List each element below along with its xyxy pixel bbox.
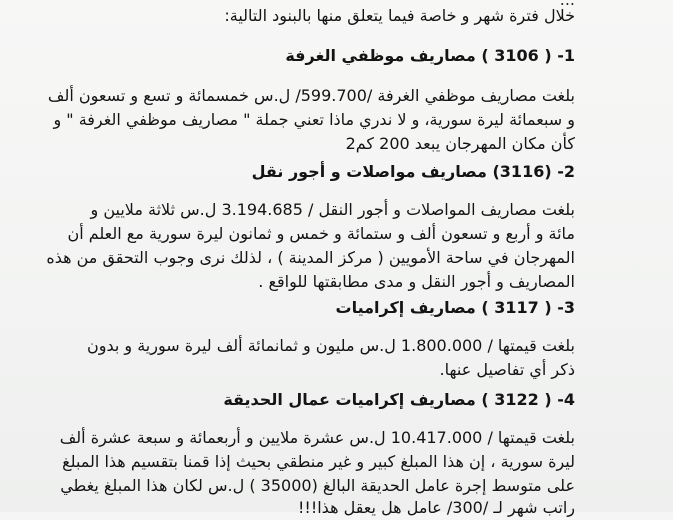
section-1-line-1: بلغت مصاريف موظفي الغرفة /599.700/ ل.س خمسمائة و تسع و تسعون ألف	[47, 86, 575, 105]
section-3-heading: 3- ( 3117 ) مصاريف إكراميات	[335, 298, 575, 317]
section-3-line-1: بلغت قيمتها / 1.800.000 ل.س مليون و ثمانمائة ألف ليرة سورية و بدون	[87, 336, 575, 355]
section-4-heading: 4- ( 3122 ) مصاريف إكراميات عمال الحديقة	[223, 390, 575, 409]
section-4-line-2: ليرة سورية ، إن هذا المبلغ كبير و غير منطقي بحيث إذا قمنا بتقسيم هذا المبلغ	[62, 452, 575, 471]
section-2-line-3: المهرجان في ساحة الأمويين ( مركز المدينة ) ، لذلك نرى وجوب التحقق من هذه	[46, 248, 575, 267]
section-4-line-4: راتب شهر لـ /300/ عامل هل يعقل هذا!!!	[297, 498, 575, 517]
section-4-line-3: على متوسط إجرة عامل الحديقة البالغ (35000 ) ل.س لكان هذا المبلغ يغطي	[60, 476, 575, 495]
section-1-heading: 1- ( 3106 ) مصاريف موظفي الغرفة	[285, 46, 575, 65]
section-2-line-2: مائة و أربع و تسعون ألف و ستمائة و خمس و ثمانون ليرة سورية مع العلم أن	[67, 224, 575, 243]
section-1-line-3: كأن مكان المهرجان يبعد 200 كم2	[345, 134, 575, 153]
section-2-line-4: المصاريف و أجور النقل و مدى مطابقتها للواقع .	[258, 272, 575, 291]
section-4-line-1: بلغت قيمتها / 10.417.000 ل.س عشرة ملايين و أربعمائة و سبعة عشرة ألف	[59, 428, 575, 447]
section-2-line-1: بلغت مصاريف المواصلات و أجور النقل / 3.194.685 ل.س ثلاثة ملايين و	[90, 200, 575, 219]
section-1-line-2: و سبعمائة ليرة سورية، و لا ندري ماذا تعني جملة " مصاريف موظفي الغرفة " و	[53, 110, 575, 129]
section-2-heading: 2- (3116) مصاريف مواصلات و أجور نقل	[251, 162, 575, 181]
section-3-line-2: ذكر أي تفاصيل عنها.	[439, 360, 575, 379]
intro-line: خلال فترة شهر و خاصة فيما يتعلق منها بالبنود التالية:	[224, 6, 575, 25]
